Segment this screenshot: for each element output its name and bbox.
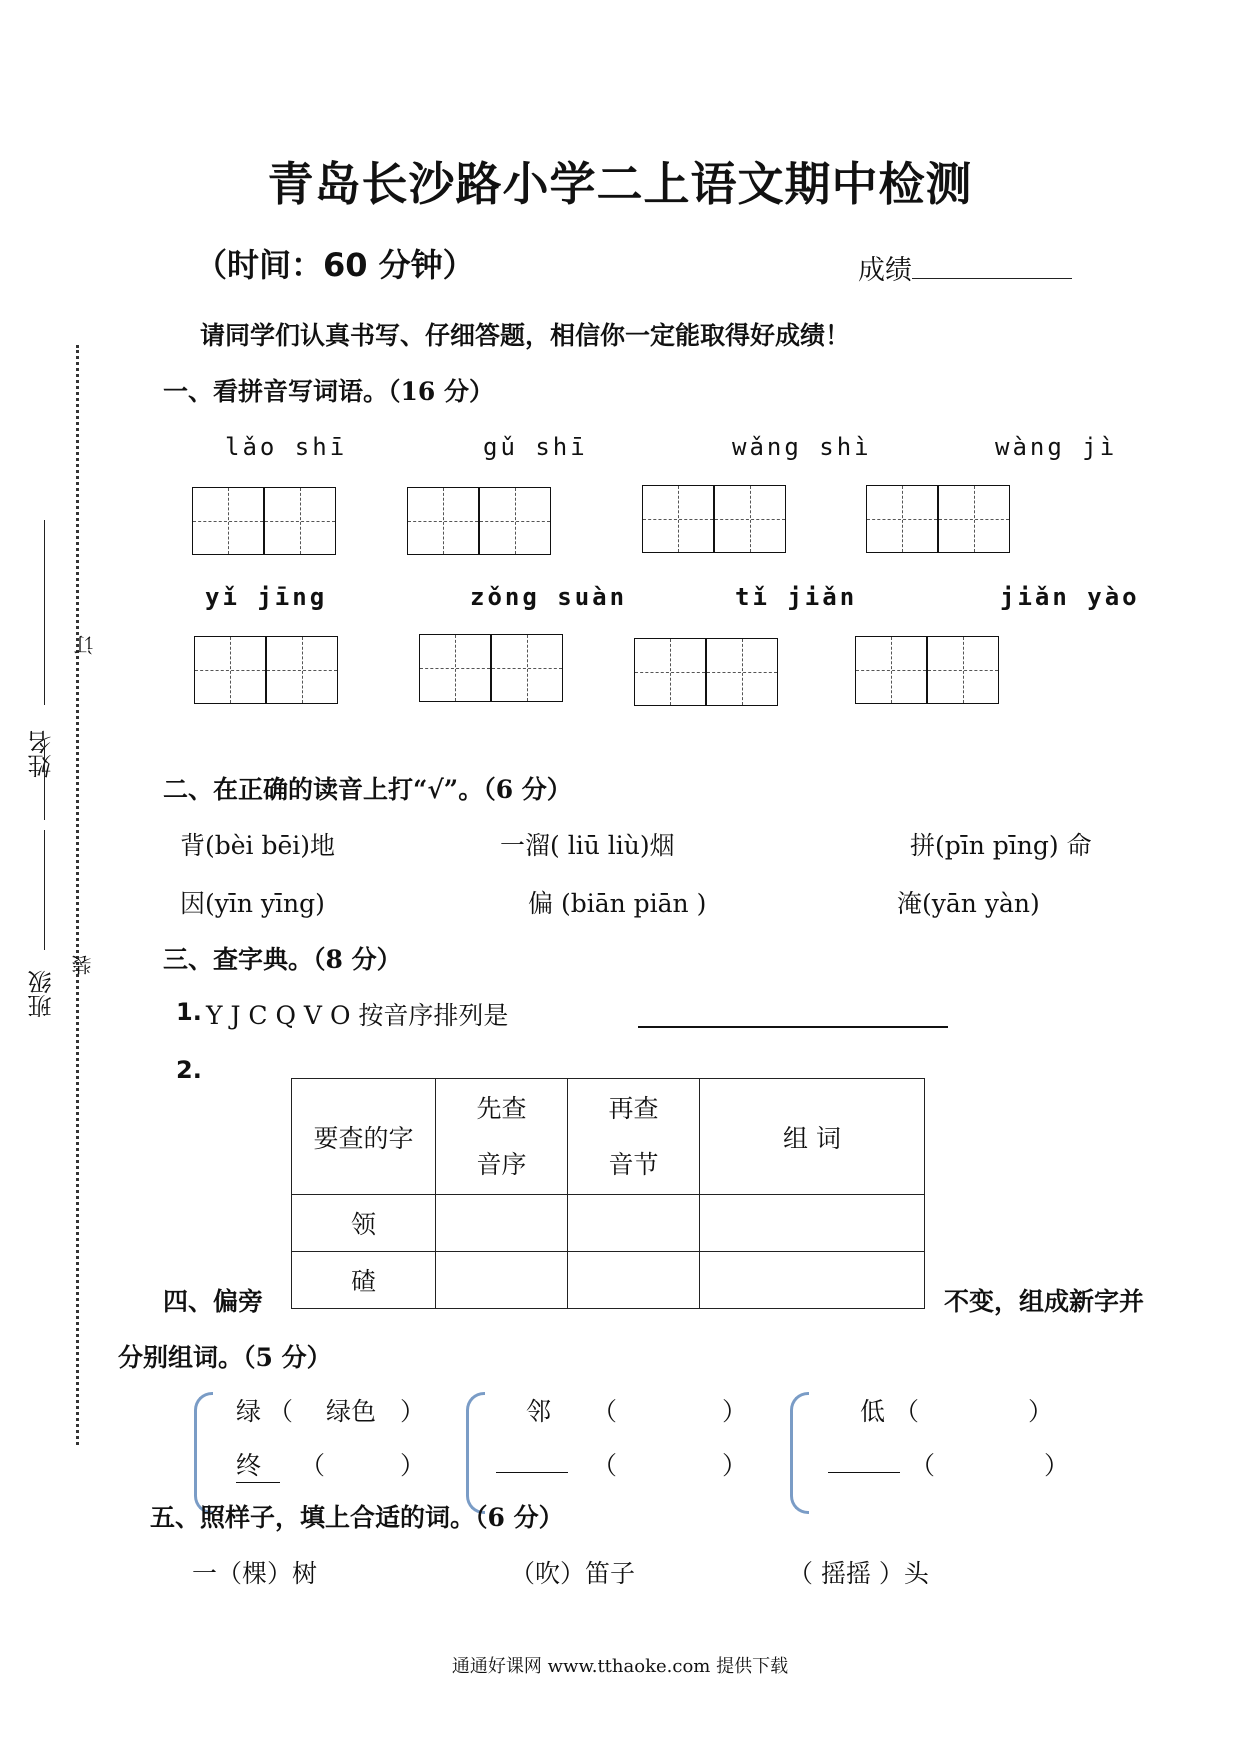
class-blank[interactable] <box>44 830 45 950</box>
table-row-char: 领 <box>292 1195 436 1252</box>
table-cell-blank[interactable] <box>568 1195 700 1252</box>
example-item: 一（棵）树 <box>192 1559 318 1588</box>
table-cell-blank[interactable] <box>568 1252 700 1309</box>
pinyin-2-1: yǐ jīng <box>205 583 328 611</box>
section-4-heading-right: 不变，组成新字并 <box>944 1287 1145 1316</box>
group-3-char-a: 低 <box>860 1397 886 1426</box>
score-blank[interactable] <box>912 254 1072 279</box>
question-2-number: 2. <box>176 1056 202 1084</box>
paren-open: （ <box>300 1451 326 1480</box>
section-1-heading: 一、看拼音写词语。（16 分） <box>163 377 494 406</box>
paren-open: （ <box>268 1397 294 1426</box>
paren-open: （ <box>910 1451 936 1480</box>
zhuang-mark: 装 <box>71 955 95 975</box>
footer-credit: 通通好课网 www.tthaoke.com 提供下载 <box>451 1656 789 1677</box>
writing-grid[interactable] <box>192 487 338 555</box>
paren-close: ） <box>1028 1397 1054 1426</box>
group-3-char-b-blank[interactable] <box>828 1472 900 1473</box>
brace-group-1 <box>194 1392 213 1514</box>
name-label: 姓名 <box>28 730 56 778</box>
paren-open: （ <box>592 1451 618 1480</box>
reading-item[interactable]: 淹(yān yàn) <box>897 889 1040 918</box>
table-cell-blank[interactable] <box>700 1252 925 1309</box>
section-4-heading-cont: 分别组词。（5 分） <box>118 1343 332 1372</box>
name-blank-lower <box>44 740 45 820</box>
pinyin-1-4: wàng jì <box>995 433 1118 461</box>
writing-grid[interactable] <box>419 634 565 702</box>
group-1-char-b[interactable]: 终 <box>236 1446 280 1483</box>
class-label: 班级 <box>28 970 56 1018</box>
pinyin-2-3: tǐ jiǎn <box>735 583 858 611</box>
example-item: （吹）笛子 <box>510 1559 636 1588</box>
pinyin-1-2: gǔ shī <box>483 433 588 461</box>
intro-text: 请同学们认真书写、仔细答题，相信你一定能取得好成绩！ <box>200 321 851 350</box>
writing-grid[interactable] <box>194 636 340 704</box>
table-header-initial: 先查 音序 <box>436 1079 568 1195</box>
table-cell-blank[interactable] <box>436 1195 568 1252</box>
pinyin-2-2: zǒng suàn <box>470 583 628 611</box>
pinyin-1-1: lǎo shī <box>225 433 348 461</box>
paren-open: （ <box>592 1397 618 1426</box>
section-5-heading: 五、照样子，填上合适的词。（6 分） <box>150 1503 564 1532</box>
brace-group-3 <box>790 1392 809 1514</box>
score-field <box>858 248 1072 287</box>
answer-blank[interactable] <box>336 1472 396 1473</box>
reading-item[interactable]: 偏 (biān piān ) <box>528 889 707 918</box>
group-1-word-a: 绿色 <box>326 1397 377 1426</box>
binding-dotted-line <box>76 345 79 1445</box>
writing-grid[interactable] <box>855 636 1001 704</box>
pinyin-1-3: wǎng shì <box>732 433 872 461</box>
page-title: 青岛长沙路小学二上语文期中检测 <box>267 157 973 211</box>
paren-close: ） <box>722 1451 748 1480</box>
question-1-text: Y J C Q V O 按音序排列是 <box>206 1001 509 1030</box>
reading-item[interactable]: 一溜( liū liù)烟 <box>500 831 675 860</box>
table-row-char: 碴 <box>292 1252 436 1309</box>
table-cell-blank[interactable] <box>436 1252 568 1309</box>
section-3-heading: 三、查字典。（8 分） <box>163 945 402 974</box>
writing-grid[interactable] <box>407 487 553 555</box>
writing-grid[interactable] <box>866 485 1012 553</box>
writing-grid[interactable] <box>642 485 788 553</box>
reading-item[interactable]: 背(bèi bēi)地 <box>180 831 336 860</box>
group-2-char-b-blank[interactable] <box>496 1472 568 1473</box>
time-limit: （时间：60 分钟） <box>195 246 475 284</box>
reading-item[interactable]: 拼(pīn pīng) 命 <box>910 831 1092 860</box>
table-header-words: 组 词 <box>700 1079 925 1195</box>
reading-item[interactable]: 因(yīn yīng) <box>180 889 325 918</box>
question-1-answer-line[interactable] <box>638 1000 948 1028</box>
example-item: （ 摇摇 ）头 <box>788 1559 929 1588</box>
table-header-syllable: 再查 音节 <box>568 1079 700 1195</box>
section-4-heading-left: 四、偏旁 <box>163 1287 264 1316</box>
writing-grid[interactable] <box>634 638 780 706</box>
question-1-number: 1. <box>176 998 202 1026</box>
brace-group-2 <box>466 1392 485 1514</box>
paren-close: ） <box>722 1397 748 1426</box>
group-2-char-a: 邻 <box>526 1397 552 1426</box>
paren-close: ） <box>1044 1451 1070 1480</box>
paren-close: ） <box>400 1451 426 1480</box>
table-cell-blank[interactable] <box>700 1195 925 1252</box>
section-2-heading: 二、在正确的读音上打“√”。（6 分） <box>163 775 572 804</box>
pinyin-2-4: jiǎn yào <box>1000 583 1140 611</box>
ding-mark: 订 <box>73 635 97 655</box>
group-1-char-a: 绿 <box>236 1397 262 1426</box>
score-label: 成绩 <box>858 255 912 286</box>
paren-close: ） <box>400 1397 426 1426</box>
dictionary-table <box>291 1078 925 1309</box>
table-header-char: 要查的字 <box>292 1079 436 1195</box>
name-blank[interactable] <box>44 520 45 705</box>
paren-open: （ <box>894 1397 920 1426</box>
